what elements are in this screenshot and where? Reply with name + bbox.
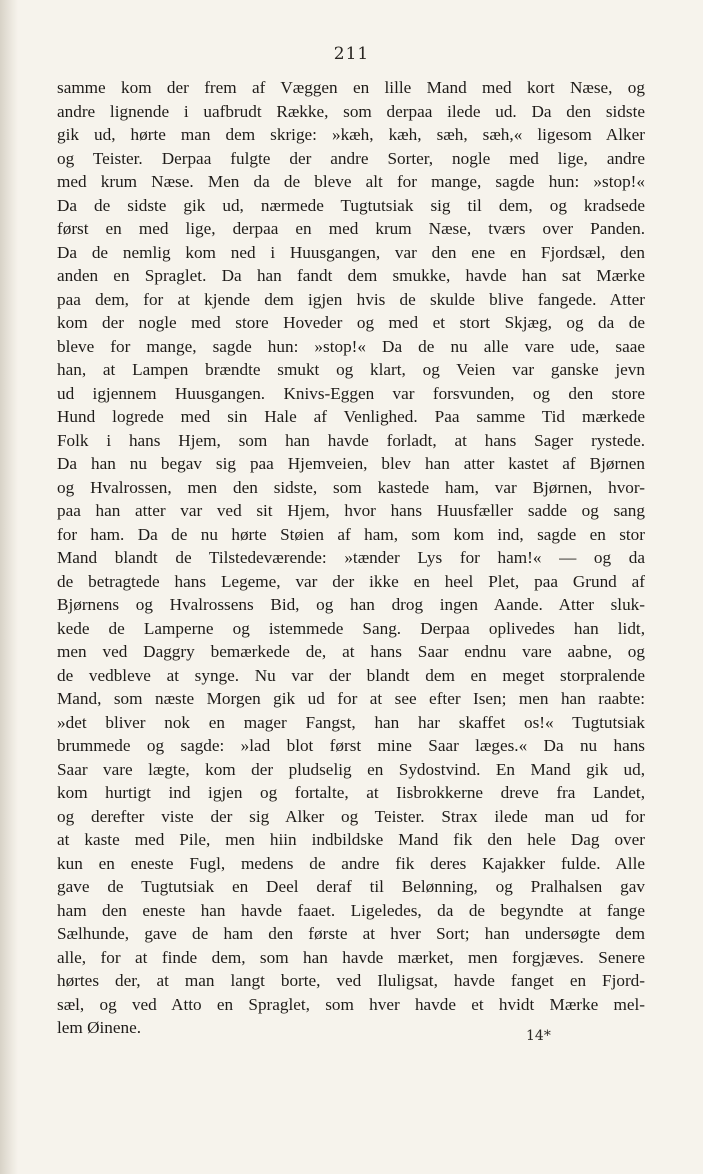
text-line: men ved Daggry bemærkede de, at hans Saar endnu vare aabne, og [57, 642, 645, 661]
text-line: ham den eneste han havde faaet. Ligeledes, da de begyndte at fange [57, 900, 645, 920]
text-line: »det bliver nok en mager Fangst, han har skaffet os!« Tugtutsiak [57, 712, 645, 732]
text-line: Da de sidste gik ud, nærmede Tugtutsiak sig til dem, og kradsede [57, 195, 645, 215]
page-binding-edge [0, 0, 18, 1174]
text-line: lem Øinene. [57, 1018, 141, 1037]
text-line: alle, for at finde dem, som han havde mærket, men forgjæves. Senere [57, 947, 645, 967]
text-line: kom hurtigt ind igjen og fortalte, at Iisbrokkerne dreve fra Landet, [57, 783, 645, 802]
text-line: kom der nogle med store Hoveder og med et stort Skjæg, og da de [57, 313, 645, 332]
text-line: Sælhunde, gave de ham den første at hver Sort; han undersøgte dem [57, 924, 645, 943]
text-line: Da han nu begav sig paa Hjemveien, blev han atter kastet af Bjørnen [57, 454, 645, 473]
text-line: samme kom der frem af Væggen en lille Mand med kort Næse, og [57, 78, 645, 97]
printer-signature-mark: 14* [526, 1028, 551, 1044]
text-line: kun en eneste Fugl, medens de andre fik deres Kajakker fulde. Alle [57, 853, 645, 873]
text-line: bleve for mange, sagde hun: »stop!« Da de nu alle vare ude, saae [57, 336, 645, 356]
text-line: hørtes der, at man langt borte, ved Iluligsat, havde fanget en Fjord- [57, 971, 645, 990]
text-line: sæl, og ved Atto en Spraglet, som hver havde et hvidt Mærke mel- [57, 994, 645, 1014]
text-line: for ham. Da de nu hørte Støien af ham, som kom ind, sagde en stor [57, 524, 645, 544]
text-line: at kaste med Pile, men hiin indbildske Mand fik den hele Dag over [57, 830, 645, 849]
text-line: og Teister. Derpaa fulgte der andre Sorter, nogle med lige, andre [57, 148, 645, 168]
text-line: først en med lige, derpaa en med krum Næse, tværs over Panden. [57, 219, 645, 238]
body-text [57, 76, 645, 1040]
text-line: de betragtede hans Legeme, var der ikke en heel Plet, paa Grund af [57, 571, 645, 591]
text-line: Mand blandt de Tilstedeværende: »tænder Lys for ham!« — og da [57, 548, 645, 567]
text-line: Mand, som næste Morgen gik ud for at see efter Isen; men han raabte: [57, 689, 645, 708]
page-number: 211 [333, 44, 370, 64]
text-line: anden en Spraglet. Da han fandt dem smukke, havde han sat Mærke [57, 266, 645, 285]
text-line: Folk i hans Hjem, som han havde forladt, at hans Sager rystede. [57, 430, 645, 450]
text-line: Da de nemlig kom ned i Huusgangen, var den ene en Fjordsæl, den [57, 242, 645, 262]
text-line: paa dem, for at kjende dem igjen hvis de skulde blive fangede. Atter [57, 289, 645, 309]
text-line: ud igjennem Huusgangen. Knivs-Eggen var forsvunden, og den store [57, 383, 645, 403]
text-line: gave de Tugtutsiak en Deel deraf til Belønning, og Pralhalsen gav [57, 877, 645, 896]
text-line: brummede og sagde: »lad blot først mine Saar læges.« Da nu hans [57, 736, 645, 755]
text-line: han, at Lampen brændte smukt og klart, og Veien var ganske jevn [57, 360, 645, 379]
text-line: paa han atter var ved sit Hjem, hvor hans Huusfæller sadde og sang [57, 501, 645, 520]
text-line: de vedbleve at synge. Nu var der blandt dem en meget storpralende [57, 665, 645, 685]
text-line: med krum Næse. Men da de bleve alt for mange, sagde hun: »stop!« [57, 172, 645, 191]
text-line: andre lignende i uafbrudt Række, som derpaa ilede ud. Da den sidste [57, 101, 645, 121]
text-line: og Hvalrossen, men den sidste, som kastede ham, var Bjørnen, hvor- [57, 477, 645, 497]
text-line: og derefter viste der sig Alker og Teister. Strax ilede man ud for [57, 806, 645, 826]
text-line: gik ud, hørte man dem skrige: »kæh, kæh, sæh, sæh,« ligesom Alker [57, 125, 645, 144]
text-line: Saar vare lægte, kom der pludselig en Sydostvind. En Mand gik ud, [57, 759, 645, 779]
text-line: kede de Lamperne og istemmede Sang. Derpaa oplivedes han lidt, [57, 618, 645, 638]
text-line: Bjørnens og Hvalrossens Bid, og han drog ingen Aande. Atter sluk- [57, 595, 645, 614]
text-line: Hund logrede med sin Hale af Venlighed. Paa samme Tid mærkede [57, 407, 645, 426]
